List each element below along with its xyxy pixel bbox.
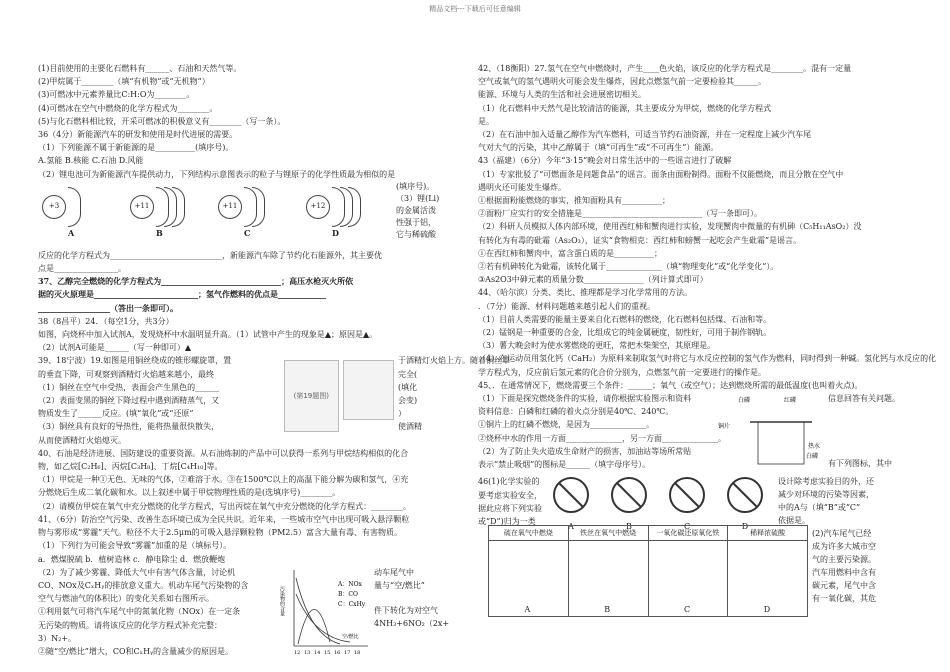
q38-line2: （2）试剂A可能是______（写一种即可）▲ <box>38 343 192 353</box>
q46-line4: 或“D”)归为一类 <box>478 516 536 526</box>
q39-line7: 从而使酒精灯火焰熄灭。 <box>38 435 126 445</box>
q41-line8: 无污染的物质。请将该反应的化学方程式补充完整： <box>38 620 222 630</box>
q43-line4: ②面粉厂应实行的安全措施是______________________________（写一条即可）。 <box>478 209 762 219</box>
q40-line1: 40、石油是经济进展、国防建设的重要资源。从石油炼制的产品中可以获得一系列与甲烷结构相似的化合 <box>38 448 409 458</box>
tick-14: 14 <box>314 649 321 656</box>
q39-line1: 39、18宁波）19.如图是用铜丝绕成的锥形螺旋罩，置 <box>38 356 232 366</box>
q35-line2: (2)甲烷属于________（填“有机物”或“无机物”） <box>38 77 210 87</box>
q38-title: 38（8昌平）24．（每空1分，共3分） <box>38 316 174 326</box>
q41-line1: 41、（6分）防治空气污染、改善生态环境已成为全民共识。近年来，一些城市空气中出现可吸入悬浮颗粒 <box>38 514 410 524</box>
pollutant-chart <box>280 566 370 658</box>
q46-line1: 46(1)化学实验的 <box>478 477 540 487</box>
combustion-experiment-figure <box>718 392 828 470</box>
q41-line10: ②随“空/燃比”增大，CO和CₓHᵧ的含量减少的原因是。 <box>38 646 234 656</box>
q43-line5: （2）科研人员模拟人体内部环境，使用西红柿和蟹肉进行实验，发现蟹肉中微量的有机砷（C₅H₁₁AsO₂）没 <box>478 222 862 232</box>
q36-title: 36（4分）新能源汽车的研发和使用是时代进展的需要。 <box>38 130 238 140</box>
q35-line4: (4)可燃冰在空气中燃烧的化学方程式为________。 <box>38 103 218 113</box>
q36-side-text: (填序号)。 （3）锂(Li) 的金属活泼 性强于铝， 它与稀硫酸 <box>396 181 440 239</box>
q39-line2: 的垂直下降，可观察到酒精灯火焰越来越小，最终 <box>38 369 214 379</box>
atom-diagram-b: +11 B <box>126 181 196 239</box>
right-column <box>478 62 937 533</box>
q39-right2: 完全( <box>398 369 418 379</box>
sign-label-a: A <box>568 521 574 531</box>
q43-line1: （1）专家批驳了“可燃面条是问题食品”的谣言。面条由面粉制得。面粉不仅能燃烧，而且分散在空气中 <box>478 169 844 179</box>
tick-12: 12 <box>294 649 301 656</box>
exp-cell-a: A <box>489 541 569 617</box>
q45-block <box>478 392 914 471</box>
q41-line4: （2）为了减少雾霾、降低大气中有害气体含量，讨论机 <box>38 567 236 577</box>
copper-coil-figure: (第19题图) <box>284 360 339 432</box>
sign-label-d: D <box>741 521 749 531</box>
exp-cell-d: D <box>763 605 771 614</box>
exp-head-co: 一氧化碳还原氧化铁 <box>649 526 729 540</box>
svg-text:铜片: 铜片 <box>718 423 731 431</box>
q41-block <box>38 566 458 658</box>
q45-line6: （2）为了防止失火造成生命财产的损害，加油站等场所常贴 <box>478 446 692 456</box>
q36-line3: 反应的化学方程式为____________________________，新能源汽车除了节约化石能源外，其主要优 <box>38 250 382 260</box>
q39-right3: (填化 <box>398 382 418 392</box>
atom-diagram-row <box>38 181 458 249</box>
q37-line3: __________________（答出一条即可）。 <box>38 302 178 313</box>
q37-line2: 据的灭火原理是__________________________；氢气作燃料的优点是____________ <box>38 289 326 300</box>
q44-line3: （2）锰钢是一种重要的合金，比组成它的纯金属硬度，韧性好，可用于制作钢轨。 <box>478 328 772 338</box>
svg-text:白磷: 白磷 <box>806 453 819 461</box>
q45-line1: 45、．在通常情况下，燃烧需要三个条件：______；氧气（或空气）；达到燃烧所需的最低温度(也叫着火点)。 <box>478 380 863 390</box>
tick-16: 16 <box>334 649 341 656</box>
q44-line6: 学方程式为，反应前后氢元素的化合价分别为，点燃氢气前一定要进行的操作是。 <box>478 367 766 377</box>
q41-side-text: 动车尾气中 量与“空/燃比” 件下转化为对空气 4NH₃+6NO₂（2x+ <box>374 567 450 628</box>
q37-line1: 37、乙醇完全燃烧的化学方程式为______________________________；高压水枪灭火所依 <box>38 276 354 287</box>
legend-b: B：CO <box>338 590 358 598</box>
experiment-table <box>488 525 808 617</box>
energy-q1b: 是。 <box>478 116 494 126</box>
legend-a: A：NOx <box>338 580 362 588</box>
q43-title: 43（福建）（6分）今年“3·15”晚会对日常生活中的一些谣言进行了破解 <box>478 156 732 166</box>
no-explosives-sign-icon <box>725 475 765 515</box>
q39-line4: （2）表面变黑的铜丝下降过程中遇到酒精蒸气，又 <box>38 396 220 406</box>
q45-line7: 表示“禁止吸烟”的图标是______（填字母序号）。 <box>478 460 651 470</box>
svg-text:白磷: 白磷 <box>738 397 751 405</box>
no-smoking-sign-icon <box>609 475 649 515</box>
q39-line5: 物质发生了______反应。(填“氧化”或“还原” <box>38 409 194 419</box>
q36-line4: 点是________________。 <box>38 264 126 274</box>
q36-sub1: （1）下列能源不属于新能源的是__________(填序号)。 <box>38 143 234 153</box>
chart-xlabel: 空/燃比 <box>342 633 359 640</box>
no-fire-sign-icon <box>551 475 591 515</box>
q36-options: A.氢能 B.核能 C.石油 D.风能 <box>38 156 144 166</box>
q43-line6: 有转化为有毒的砒霜（As₂O₃），证实“食物相克：西红柿和螃蟹一起吃会产生砒霜”是谣言。 <box>478 235 802 245</box>
q45-right1: 信息回答有关问题。 <box>828 394 900 404</box>
q45-line5: ②烧杯中水的作用一方面______________，另一方面______________。 <box>478 433 726 443</box>
q39-right1: 于酒精灯火焰上方。随着铜丝罩 <box>398 356 510 366</box>
q46-side-text: 设计除考虑实验目的外，还 减少对环境的污染等因素， 中的A与（填“B”或“C” 依据是。 <box>778 477 874 526</box>
q39-right5: ） <box>398 409 406 419</box>
tick-15: 15 <box>324 649 331 656</box>
q46-side-text-2: (2)汽车尾气已经 成为许多大城市空 气的主要污染源。 汽车用燃料中含有 碳元素，尾气中含 有一氧化碳，其危 <box>812 529 876 603</box>
exp-head-acid: 稀释浓硫酸 <box>750 529 786 537</box>
q39-right4: 会变) <box>398 396 418 406</box>
exp-head-sulfur: 硫在氧气中燃烧 <box>489 526 569 540</box>
atom-diagram-c: +11 C <box>214 181 284 239</box>
q40-line4: 分燃烧后生成二氧化碳和水。以上叙述中属于甲烷物理性质的是(选填序号)________。 <box>38 488 341 498</box>
tick-18: 18 <box>354 649 361 656</box>
q43-line2: 遇明火还可能发生爆炸。 <box>478 182 566 192</box>
q35-line3: (3)可燃冰中元素养量比C:H:O为________。 <box>38 90 195 100</box>
atom-diagram-d: +12 D <box>302 181 372 239</box>
q44-line4: （3）薯大晚会时为使水雾燃烧的更旺，常把木柴架空，其原理是。 <box>478 341 716 351</box>
legend-c: C：CxHy <box>338 600 366 608</box>
q45-line3: 资料信息：白磷和红磷的着火点分别是40℃、240℃。 <box>478 407 674 417</box>
q40-line2: 物，如乙烷[C₂H₆]、丙烷[C₃H₈]、丁烷[C₄H₁₀]等。 <box>38 462 223 472</box>
chart-ylabel: 污染物的含量 <box>279 585 285 616</box>
q43-line9: ③As2O3中砷元素的质量分数_______________（列计算式即可） <box>478 275 708 285</box>
q43-line8: ②若有机砷转化为砒霜，该转化属于______________（填“物理变化”或“化学变化”）。 <box>478 262 779 272</box>
exp-head-iron: 铁丝在氧气中燃烧 <box>569 526 649 540</box>
beaker-figure <box>343 360 394 420</box>
q45-line4: ①铜片上的红磷不燃烧，是因为______________。 <box>478 420 654 430</box>
q41-line9: 3）N₂+。 <box>38 633 76 643</box>
sign-label-c: C <box>683 521 691 531</box>
q40-line5: （2）请模仿甲烷在氧气中充分燃烧的化学方程式，写出丙烷在氧气中充分燃烧的化学方程式：________。 <box>38 501 412 511</box>
tick-13: 13 <box>304 649 311 656</box>
tick-17: 17 <box>344 649 351 656</box>
q39-line3: （1）铜丝在空气中受热，表面会产生黑色的______ <box>38 382 220 392</box>
q41-line6: 空气与燃油气的体积比）的变化关系如右图所示。 <box>38 594 214 604</box>
q41-line2: 物与雾形成“雾霾”天气。粒径不大于2.5μm的可吸入悬浮颗粒物（PM2.5）富含大量有毒、有害物质。 <box>38 528 402 538</box>
q40-line3: （1）甲烷是一种①无色、无味的气体，②难溶于水。③在1500℃以上的高温下能分解为碳和氢气，④充 <box>38 475 409 485</box>
no-open-flame-sign-icon <box>667 475 707 515</box>
q46-line3: 据此应将下列实验 <box>478 503 542 513</box>
q45-line2: （1）下面是探究燃烧条件的实验，请你根据实验图示和资料 <box>478 394 692 404</box>
q39-line6: （3）铜丝具有良好的导热性，能将热量很快散失， <box>38 422 220 432</box>
q39-right6: 使酒精 <box>398 422 422 432</box>
energy-intro: 能源、环境与人类的生活和社会进展密切相关。 <box>478 90 646 100</box>
curve-a <box>298 609 330 644</box>
q36-sub2: （2）锂电池可为新能源汽车提供动力，下列结构示意图表示的粒子与锂原子的化学性质最为相似的是 <box>38 169 396 179</box>
q41-options: a．燃煤脱硫 b．植树造林 c．静电除尘 d．燃放鞭炮 <box>38 554 226 564</box>
energy-q1: （1）化石燃料中天然气是比较清洁的能源，其主要成分为甲烷，燃烧的化学方程式 <box>478 103 772 113</box>
q42-line1: 42、（18衡阳）27.氢气在空气中燃烧时，产生____色火焰，该反应的化学方程式是________。混有一定量 <box>478 64 852 73</box>
q35-line1: (1)目前使用的主要化石燃料有______、石油和天然气等。 <box>38 64 242 73</box>
q42-line2: 空气或氧气的氢气遇明火可能会发生爆炸，因此点燃氢气前一定要检验其______。 <box>478 77 766 87</box>
q43-line7: ①在西红柿和蟹肉中，富含蛋白质的是__________； <box>478 248 662 258</box>
q38-line1: 如图，向烧杯中加入试剂A，发现烧杯中水温明显升高。（1）试管中产生的现象是▲；原因是▲。 <box>38 330 378 340</box>
energy-q2: （2）在石油中加入适量乙醇作为汽车燃料，可适当节约石油资源，并在一定程度上减少汽车尾 <box>478 130 812 140</box>
q46-line2: 要考虑实验安全， <box>478 490 542 500</box>
svg-text:红磷: 红磷 <box>784 397 797 405</box>
q44-line5: （4）在运动员用氢化钙（CaH₂）为原料来制取氢气时将它与水反应控制的氢气作为燃料，同时得到一种碱。氢化钙与水反应的化 <box>478 354 937 364</box>
q39-block <box>38 354 510 433</box>
q44-line2: （1）目前人类需要的能量主要来自化石燃料的燃烧，化石燃料包括煤、石油和等。 <box>478 314 772 324</box>
atom-diagram-a: +3 A <box>38 181 108 239</box>
q45-right2: 有下列图标，其中 <box>828 459 892 469</box>
q43-line3: ①根据面粉能燃烧的事实，推知面粉具有__________； <box>478 196 670 206</box>
q35-line5: (5)与化石燃料相比较，开采可燃冰的积极意义有________（写一条）。 <box>38 116 286 126</box>
page-header: 精品文档---下载后可任意编辑 <box>429 5 521 13</box>
sign-label-b: B <box>626 521 632 531</box>
exp-cell-b: B <box>569 541 649 617</box>
energy-q2b: 气对大气的污染，其中乙醇属于（填“可再生”或“不可再生”）能源。 <box>478 143 719 153</box>
q44-title: 44、（哈尔滨）分类、类比、推理都是学习化学常用的方法。 <box>478 288 693 298</box>
q41-line3: （1）下列行为可能会导致“雾霾”加重的是（填标号）。 <box>38 541 232 551</box>
exp-cell-c: C <box>649 541 729 617</box>
q41-line5: CO、NOx及CₓHᵧ的排放意义重大。机动车尾气污染物的含 <box>38 580 249 590</box>
q41-line7: ①利用氨气可将汽车尾气中的氮氧化物（NOx）在一定条 <box>38 607 241 617</box>
q44-line1: ．（7分）能源、材料问题越来越引起人们的重视。 <box>478 301 656 311</box>
svg-text:热水: 热水 <box>808 443 821 451</box>
